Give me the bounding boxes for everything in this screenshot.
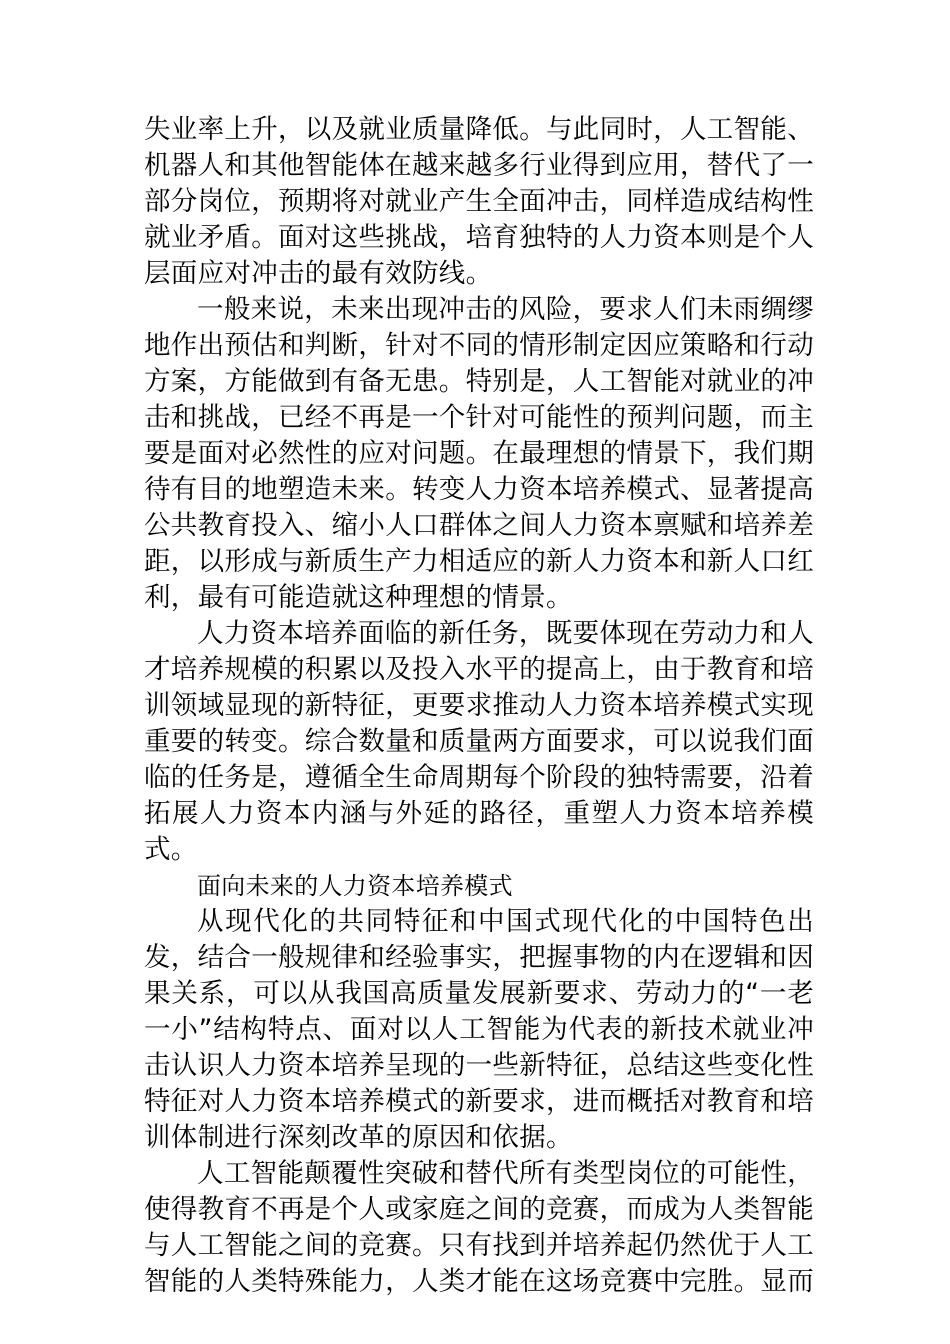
body-paragraph: 人力资本培养面临的新任务，既要体现在劳动力和人才培养规模的积累以及投入水平的提高上，由于教育和培训领域显现的新特征，更要求推动人力资本培养模式实现重要的转变。综合数量和质量两方面要求，可以说我们面临的任务是，遵循全生命周期每个阶段的独特需要，沿着拓展人力资本内涵与外延的路径，重塑人力资本培养模式。 — [144, 618, 814, 865]
body-paragraph: 一般来说，未来出现冲击的风险，要求人们未雨绸缪地作出预估和判断，针对不同的情形制定因应策略和行动方案，方能做到有备无患。特别是，人工智能对就业的冲击和挑战，已经不再是一个针对可能性的预判问题，而主要是面对必然性的应对问题。在最理想的情景下，我们期待有目的地塑造未来。转变人力资本培养模式、显著提高公共教育投入、缩小人口群体之间人力资本禀赋和培养差距，以形成与新质生产力相适应的新人力资本和新人口红利，最有可能造就这种理想的情景。 — [144, 294, 814, 613]
document-body — [144, 112, 814, 1300]
body-paragraph: 人工智能颠覆性突破和替代所有类型岗位的可能性，使得教育不再是个人或家庭之间的竞赛，而成为人类智能与人工智能之间的竞赛。只有找到并培养起仍然优于人工智能的人类特殊能力，人类才能在这场竞赛中完胜。显而 — [144, 1158, 814, 1297]
section-heading: 面向未来的人力资本培养模式 — [197, 872, 513, 900]
body-paragraph-continued: 失业率上升，以及就业质量降低。与此同时，人工智能、机器人和其他智能体在越来越多行业得到应用，替代了一部分岗位，预期将对就业产生全面冲击，同样造成结构性就业矛盾。面对这些挑战，培育独特的人力资本则是个人层面应对冲击的最有效防线。 — [144, 114, 814, 289]
body-paragraph: 从现代化的共同特征和中国式现代化的中国特色出发，结合一般规律和经验事实，把握事物的内在逻辑和因果关系，可以从我国高质量发展新要求、劳动力的“一老一小”结构特点、面对以人工智能为代表的新技术就业冲击认识人力资本培养呈现的一些新特征，总结这些变化性特征对人力资本培养模式的新要求，进而概括对教育和培训体制进行深刻改革的原因和依据。 — [144, 906, 814, 1153]
